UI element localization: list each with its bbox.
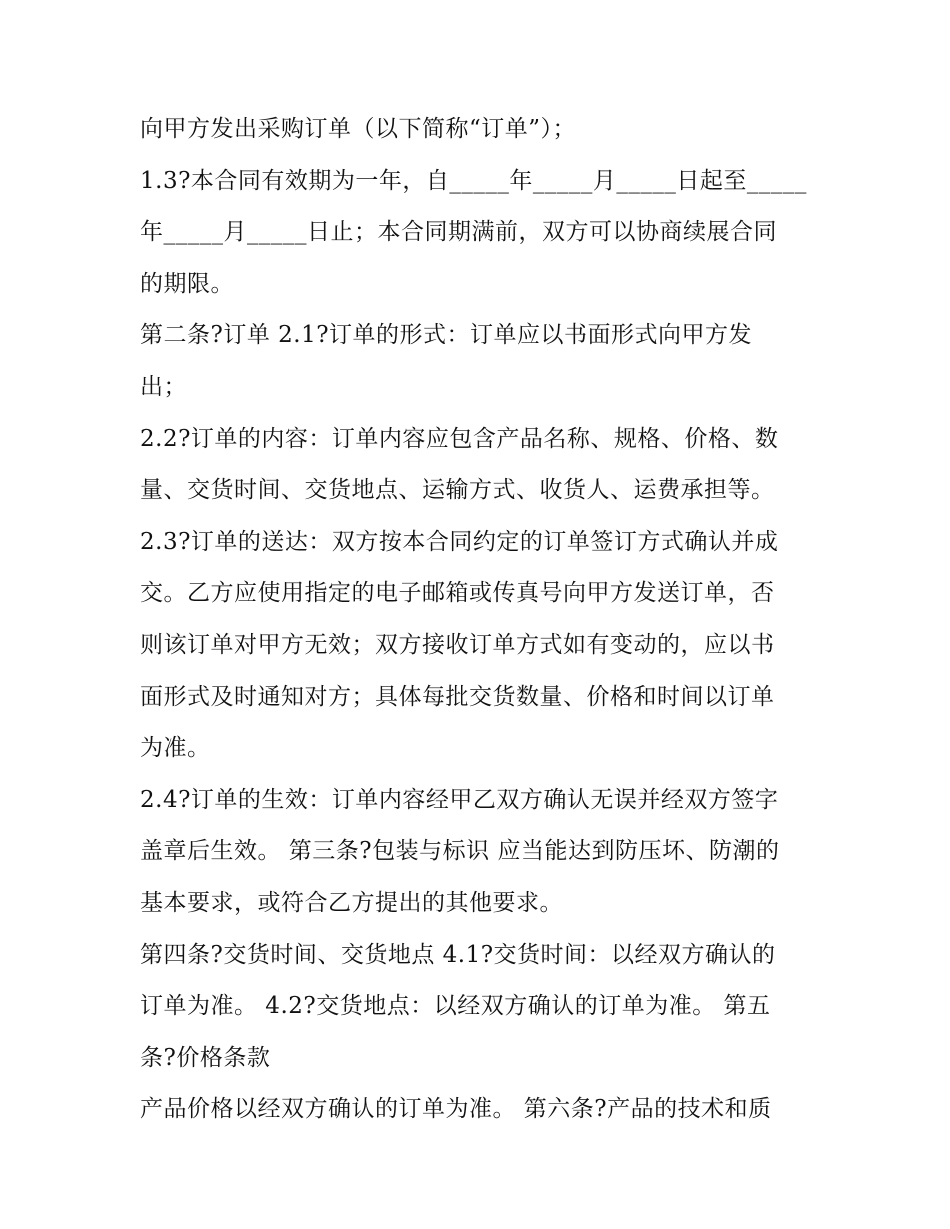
- text-line: 产品价格以经双方确认的订单为准。 第六条?产品的技术和质: [140, 1096, 772, 1123]
- text-line: 交。乙方应使用指定的电子邮箱或传真号向甲方发送订单，否: [140, 580, 775, 607]
- text-line: 则该订单对甲方无效；双方接收订单方式如有变动的，应以书: [140, 631, 775, 658]
- text-line: 2.2?订单的内容：订单内容应包含产品名称、规格、价格、数: [140, 425, 779, 452]
- text-line: 基本要求，或符合乙方提出的其他要求。: [140, 889, 563, 916]
- text-line: 第二条?订单 2.1?订单的形式：订单应以书面形式向甲方发: [140, 322, 753, 349]
- text-line: 2.3?订单的送达：双方按本合同约定的订单签订方式确认并成: [140, 528, 779, 555]
- text-line: 面形式及时通知对方；具体每批交货数量、价格和时间以订单: [140, 683, 775, 710]
- text-line: 2.4?订单的生效：订单内容经甲乙双方确认无误并经双方签字: [140, 786, 779, 813]
- text-line: 出；: [140, 373, 187, 400]
- text-line: 的期限。: [140, 270, 234, 297]
- text-line: 订单为准。 4.2?交货地点：以经双方确认的订单为准。 第五: [140, 993, 771, 1020]
- text-line: 条?价格条款: [140, 1044, 271, 1071]
- text-line: 为准。: [140, 735, 211, 762]
- text-line: 盖章后生效。 第三条?包装与标识 应当能达到防压坏、防潮的: [140, 838, 780, 865]
- text-line: 第四条?交货时间、交货地点 4.1?交货时间：以经双方确认的: [140, 941, 776, 968]
- text-line: 量、交货时间、交货地点、运输方式、收货人、运费承担等。: [140, 477, 775, 504]
- contract-text: [140, 104, 820, 1136]
- text-line: 1.3?本合同有效期为一年，自_____年_____月_____日起至_____: [140, 167, 807, 194]
- text-line: 向甲方发出采购订单（以下简称“订单”）；: [140, 116, 577, 142]
- text-line: 年_____月_____日止；本合同期满前，双方可以协商续展合同: [140, 219, 777, 246]
